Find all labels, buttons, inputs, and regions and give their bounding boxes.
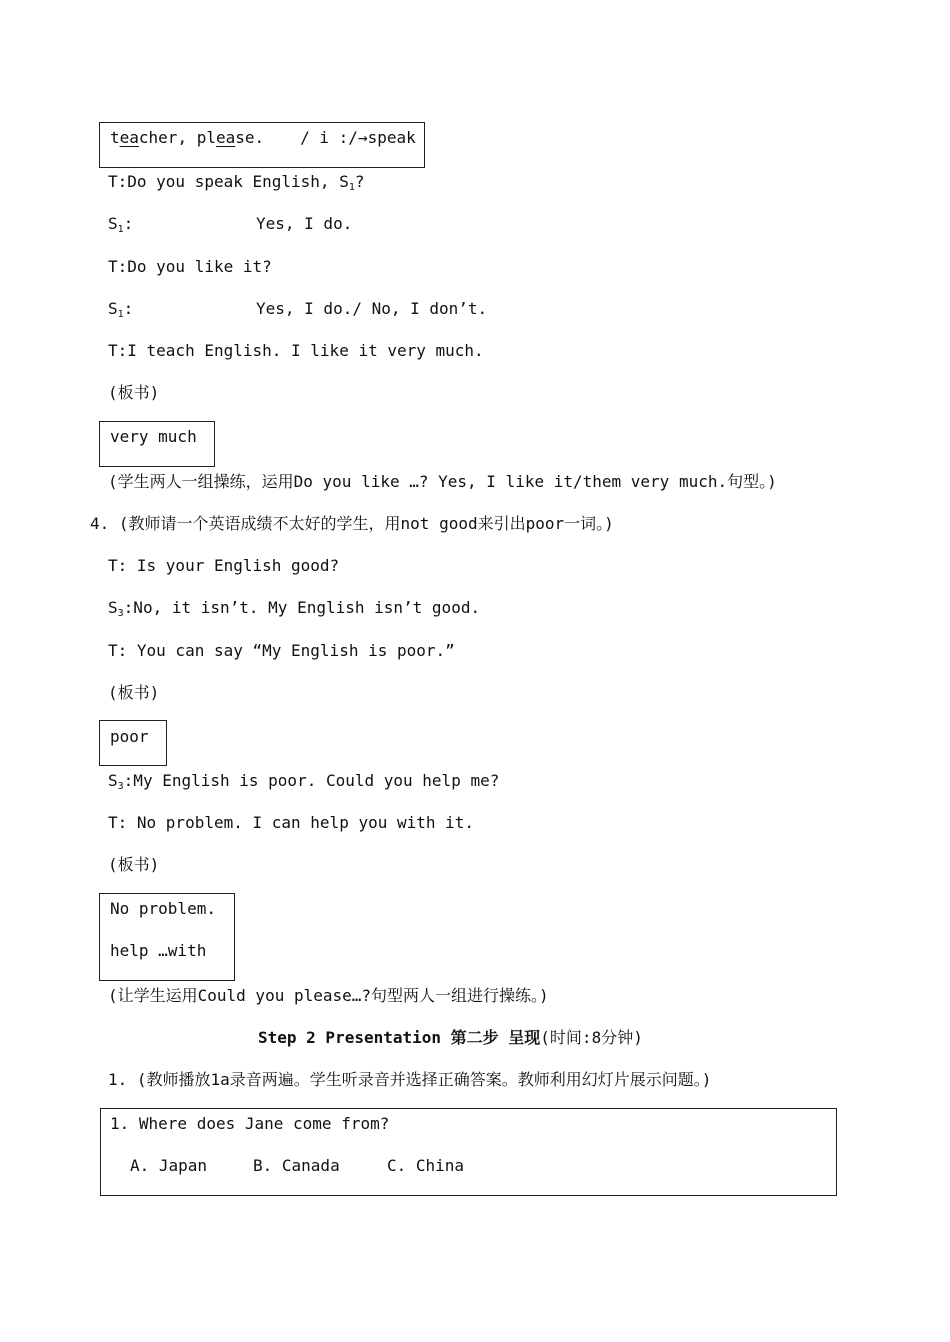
step-item-4: 4. (教师请一个英语成绩不太好的学生，用not good来引出poor一词。) [90, 514, 614, 533]
blackboard-label: (板书) [108, 683, 160, 702]
quiz-question: 1. Where does Jane come from? [110, 1114, 390, 1133]
dialogue-line: T: Is your English good? [108, 556, 340, 575]
dialogue-line: T:Do you like it? [108, 257, 272, 276]
dialogue-line: T: You can say “My English is poor.” [108, 641, 455, 660]
arrow-icon: → [357, 128, 368, 147]
vocab-text: very much [110, 427, 197, 446]
dialogue-line: $S_1$: [108, 214, 134, 235]
dialogue-line: $S_1$: [108, 299, 134, 320]
blackboard-label: (板书) [108, 383, 160, 402]
dialogue-line: T: No problem. I can help you with it. [108, 813, 475, 832]
instruction-note: (让学生运用Could you please…?句型两人一组进行操练。) [108, 986, 549, 1005]
step-item-1: 1. (教师播放1a录音两遍。学生听录音并选择正确答案。教师利用幻灯片展示问题。) [108, 1070, 712, 1089]
quiz-option-b: B. Canada [253, 1156, 340, 1175]
instruction-note: (学生两人一组操练，运用Do you like …? Yes, I like it/them very much.句型。) [108, 472, 777, 491]
quiz-option-a: A. Japan [130, 1156, 208, 1175]
vocab-text: help …with [110, 941, 207, 960]
dialogue-line: T:Do you speak English, $S_1$? [108, 172, 365, 193]
section-time: (时间:8分钟) [540, 1028, 643, 1047]
vocab-line-teacher-please: teacher, please. / i :/→speak [110, 128, 416, 147]
phonetic-symbol: / i :/ [300, 128, 358, 147]
dialogue-answer: Yes, I do. [256, 214, 353, 233]
vocab-text: No problem. [110, 899, 216, 918]
vocab-text: poor [110, 727, 149, 746]
section-heading [258, 1030, 643, 1046]
dialogue-line: T:I teach English. I like it very much. [108, 341, 484, 360]
quiz-option-c: C. China [387, 1156, 465, 1175]
blackboard-label: (板书) [108, 855, 160, 874]
dialogue-line: $S_3:My$ English is poor. Could you help me? [108, 771, 500, 792]
section-title: Step 2 Presentation 第二步 呈现 [258, 1028, 541, 1047]
dialogue-answer: Yes, I do./ No, I don’t. [256, 299, 488, 318]
dialogue-line: $S_3:No$, it isn’t. My English isn’t good. [108, 598, 481, 619]
